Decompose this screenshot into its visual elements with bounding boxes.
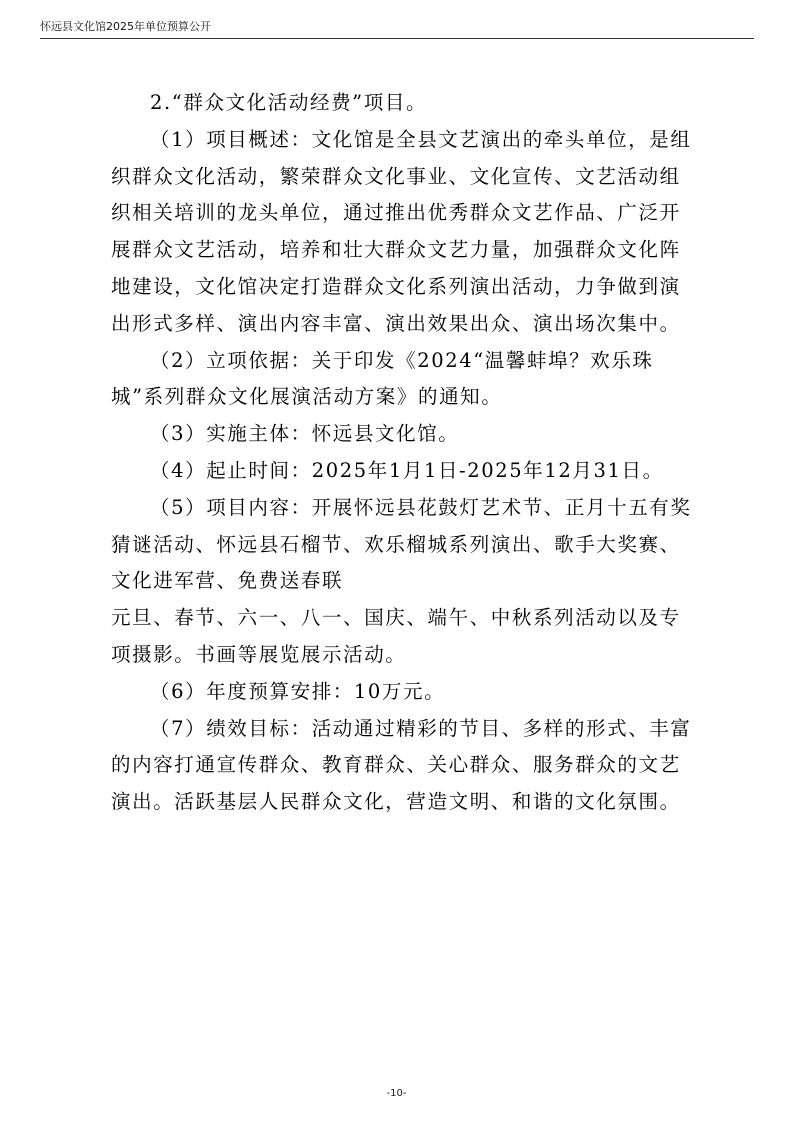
body-line: 项摄影。书画等展览展示活动。 [111,642,407,666]
body-line: 城”系列群众文化展演活动方案》的通知。 [111,385,503,409]
body-line: （3）实施主体：怀远县文化馆。 [150,422,460,446]
body-line: （1）项目概述：文化馆是全县文艺演出的牵头单位，是组 [150,127,692,151]
body-line: 演出。活跃基层人民群众文化，营造文明、和谐的文化氛围。 [111,790,681,814]
body-line: 元旦、春节、六一、八一、国庆、端午、中秋系列活动以及专 [111,606,681,630]
body-line: （2）立项依据：关于印发《2024“温馨蚌埠？欢乐珠 [150,348,654,372]
body-line: 2.“群众文化活动经费”项目。 [150,91,428,114]
body-line: （7）绩效目标：活动通过精彩的节目、多样的形式、丰富 [150,716,692,740]
body-line: 织群众文化活动，繁荣群众文化事业、文化宣传、文艺活动组 [111,164,681,188]
body-line: 地建设，文化馆决定打造群众文化系列演出活动，力争做到演 [111,274,681,298]
body-line: 的内容打通宣传群众、教育群众、关心群众、服务群众的文艺 [111,753,681,777]
body-line: （5）项目内容：开展怀远县花鼓灯艺术节、正月十五有奖 [150,495,692,519]
body-line: 展群众文艺活动，培养和壮大群众文艺力量，加强群众文化阵 [111,238,681,262]
document-body [111,85,711,821]
body-line: （6）年度预算安排：10万元。 [150,679,446,703]
page-number: -10- [386,1088,407,1099]
body-line: 出形式多样、演出内容丰富、演出效果出众、演出场次集中。 [111,311,681,335]
body-line: 猜谜活动、怀远县石榴节、欢乐榴城系列演出、歌手大奖赛、 [111,532,681,556]
body-line: 文化进军营、免费送春联 [111,569,344,593]
document-header-title: 怀远县文化馆2025年单位预算公开 [40,20,211,33]
body-line: 织相关培训的龙头单位，通过推出优秀群众文艺作品、广泛开 [111,201,681,225]
body-line: （4）起止时间：2025年1月1日-2025年12月31日。 [150,458,664,482]
header-divider [40,38,754,39]
